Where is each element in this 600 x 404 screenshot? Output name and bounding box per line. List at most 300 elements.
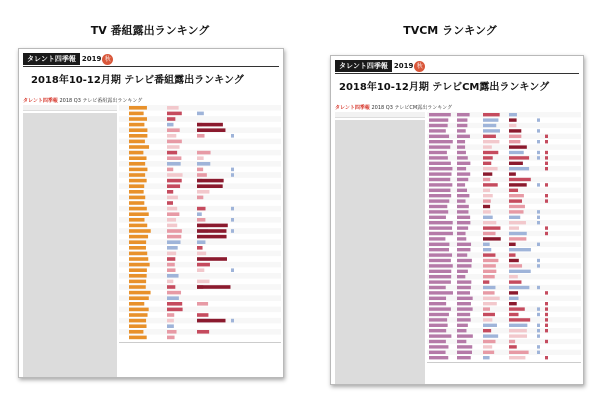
exposure-bar	[429, 270, 451, 273]
exposure-bar	[429, 226, 452, 229]
exposure-bar	[429, 253, 452, 256]
row-stripe	[427, 155, 581, 160]
exposure-bar	[429, 167, 452, 170]
exposure-bar	[129, 162, 145, 166]
exposure-bar	[457, 140, 465, 143]
exposure-bar	[129, 240, 146, 244]
exposure-bar	[457, 167, 466, 170]
metric-bar	[483, 135, 496, 138]
metric-bar	[167, 224, 177, 228]
metric-bar	[509, 275, 518, 278]
metric-bar	[509, 291, 518, 294]
metric-bar	[483, 324, 497, 327]
metric-bar	[167, 240, 181, 244]
metric-bar	[537, 307, 540, 310]
metric-bar	[509, 178, 531, 181]
exposure-bar	[129, 313, 148, 317]
brand-year: 2019	[81, 55, 102, 63]
table-rule	[427, 362, 581, 363]
metric-bar	[545, 162, 548, 165]
brand-season-badge: 秋	[102, 54, 113, 65]
metric-bar	[483, 194, 493, 197]
exposure-bar	[429, 172, 452, 175]
metric-bar	[231, 134, 234, 138]
brand-logo	[335, 60, 425, 72]
metric-bar	[537, 221, 540, 224]
metric-bar	[167, 156, 181, 160]
exposure-bar	[457, 237, 466, 240]
metric-bar	[483, 275, 495, 278]
exposure-bar	[457, 318, 471, 321]
metric-bar	[483, 302, 497, 305]
metric-bar	[545, 151, 548, 154]
exposure-bar	[457, 291, 470, 294]
caption-tvcm-ranking: TVCM ランキング	[403, 24, 497, 37]
metric-bar	[509, 351, 529, 354]
exposure-bar	[429, 113, 451, 116]
metric-bar	[167, 302, 182, 306]
exposure-bar	[129, 285, 146, 289]
metric-bar	[545, 199, 548, 202]
metric-bar	[197, 134, 205, 138]
exposure-bar	[457, 259, 472, 262]
exposure-bar	[457, 124, 467, 127]
caption-tv-ranking: TV 番組露出ランキング	[90, 24, 210, 37]
highlight-bar	[197, 285, 230, 289]
metric-bar	[483, 140, 499, 143]
exposure-bar	[429, 210, 448, 213]
metric-bar	[537, 286, 540, 289]
exposure-bar	[129, 274, 147, 278]
metric-bar	[197, 218, 205, 222]
metric-bar	[509, 248, 531, 251]
exposure-bar	[129, 280, 146, 284]
metric-bar	[537, 329, 540, 332]
highlight-bar	[197, 229, 226, 233]
metric-bar	[545, 313, 548, 316]
metric-bar	[167, 134, 176, 138]
exposure-bar	[129, 296, 149, 300]
exposure-bar	[457, 145, 465, 148]
exposure-bar	[457, 221, 470, 224]
ranking-table	[427, 112, 581, 366]
metric-bar	[537, 183, 540, 186]
metric-bar	[537, 129, 540, 132]
exposure-bar	[129, 184, 144, 188]
ranking-table	[119, 105, 281, 351]
metric-bar	[483, 253, 495, 256]
row-stripe	[427, 242, 581, 247]
exposure-bar	[429, 199, 449, 202]
row-stripe	[427, 328, 581, 333]
metric-bar	[197, 173, 207, 177]
metric-bar	[509, 167, 529, 170]
tv-ranking-document	[18, 48, 284, 378]
metric-bar	[483, 205, 490, 208]
brand-season-badge: 秋	[414, 61, 425, 72]
metric-bar	[197, 190, 209, 194]
metric-bar	[197, 156, 204, 160]
exposure-bar	[457, 183, 465, 186]
exposure-bar	[457, 302, 471, 305]
metric-bar	[231, 168, 234, 172]
metric-bar	[197, 268, 204, 272]
exposure-bar	[457, 334, 473, 337]
metric-bar	[231, 229, 234, 233]
highlight-bar	[197, 123, 223, 127]
metric-bar	[545, 340, 548, 343]
metric-bar	[509, 189, 518, 192]
exposure-bar	[129, 201, 144, 205]
tvcm-ranking-document	[330, 55, 584, 385]
metric-bar	[483, 297, 500, 300]
brand-year: 2019	[393, 62, 414, 70]
exposure-bar	[429, 232, 453, 235]
exposure-bar	[129, 156, 147, 160]
exposure-bar	[457, 210, 468, 213]
exposure-bar	[429, 307, 451, 310]
metric-bar	[483, 183, 498, 186]
metric-bar	[509, 205, 525, 208]
exposure-bar	[129, 229, 151, 233]
exposure-bar	[457, 345, 472, 348]
metric-bar	[537, 140, 540, 143]
metric-bar	[545, 356, 548, 359]
metric-bar	[167, 196, 178, 200]
highlight-bar	[197, 179, 224, 183]
metric-bar	[483, 162, 491, 165]
metric-bar	[509, 156, 529, 159]
exposure-bar	[429, 351, 446, 354]
metric-bar	[167, 319, 174, 323]
exposure-bar	[457, 113, 470, 116]
metric-bar	[483, 318, 492, 321]
metric-bar	[483, 340, 495, 343]
exposure-bar	[129, 151, 143, 155]
metric-bar	[483, 221, 496, 224]
exposure-bar	[457, 162, 470, 165]
metric-bar	[231, 218, 234, 222]
metric-bar	[545, 226, 548, 229]
metric-bar	[537, 210, 540, 213]
exposure-bar	[129, 330, 143, 334]
metric-bar	[167, 246, 178, 250]
exposure-bar	[457, 307, 473, 310]
metric-bar	[483, 232, 496, 235]
highlight-bar	[197, 235, 227, 239]
exposure-bar	[429, 345, 448, 348]
row-stripe	[427, 285, 581, 290]
metric-bar	[509, 345, 517, 348]
exposure-bar	[429, 151, 447, 154]
metric-bar	[167, 184, 180, 188]
exposure-bar	[129, 190, 144, 194]
metric-bar	[545, 329, 548, 332]
metric-bar	[197, 252, 206, 256]
metric-bar	[167, 168, 173, 172]
metric-bar	[483, 151, 498, 154]
exposure-bar	[429, 329, 446, 332]
metric-bar	[167, 218, 176, 222]
metric-bar	[509, 313, 519, 316]
metric-bar	[167, 336, 175, 340]
exposure-bar	[429, 243, 449, 246]
metric-bar	[509, 118, 517, 121]
header-rule	[335, 73, 579, 74]
metric-bar	[509, 334, 527, 337]
metric-bar	[483, 199, 491, 202]
metric-bar	[483, 243, 490, 246]
exposure-bar	[429, 237, 445, 240]
metric-bar	[483, 124, 496, 127]
metric-bar	[509, 243, 516, 246]
exposure-bar	[429, 156, 448, 159]
metric-bar	[509, 216, 520, 219]
brand-logo	[23, 53, 113, 65]
metric-bar	[509, 264, 522, 267]
row-stripe	[427, 317, 581, 322]
metric-bar	[545, 167, 548, 170]
exposure-bar	[129, 212, 149, 216]
metric-bar	[197, 313, 208, 317]
exposure-bar	[429, 324, 448, 327]
exposure-bar	[429, 129, 446, 132]
exposure-bar	[457, 232, 466, 235]
metric-bar	[197, 196, 203, 200]
exposure-bar	[429, 140, 453, 143]
metric-bar	[231, 319, 234, 323]
exposure-bar	[429, 334, 451, 337]
filter-panel-body	[23, 113, 117, 378]
metric-bar	[509, 307, 525, 310]
metric-bar	[197, 162, 210, 166]
metric-bar	[509, 145, 527, 148]
highlight-bar	[197, 128, 225, 132]
exposure-bar	[457, 270, 468, 273]
metric-bar	[545, 140, 548, 143]
metric-bar	[167, 207, 177, 211]
exposure-bar	[457, 340, 466, 343]
metric-bar	[197, 280, 210, 284]
metric-bar	[509, 302, 517, 305]
header-rule	[23, 66, 279, 67]
exposure-bar	[429, 118, 448, 121]
metric-bar	[483, 237, 501, 240]
exposure-bar	[457, 178, 468, 181]
metric-bar	[509, 194, 524, 197]
metric-bar	[509, 356, 525, 359]
highlight-bar	[197, 224, 228, 228]
metric-bar	[167, 313, 174, 317]
metric-bar	[545, 135, 548, 138]
metric-bar	[167, 117, 175, 121]
metric-bar	[167, 190, 173, 194]
exposure-bar	[429, 221, 453, 224]
highlight-bar	[197, 257, 227, 261]
metric-bar	[197, 212, 202, 216]
exposure-bar	[129, 196, 145, 200]
exposure-bar	[129, 145, 149, 149]
metric-bar	[545, 194, 548, 197]
filter-panel	[23, 105, 117, 378]
exposure-bar	[429, 302, 446, 305]
metric-bar	[537, 345, 540, 348]
row-stripe	[427, 209, 581, 214]
exposure-bar	[457, 313, 470, 316]
subtitle-text: 2018 Q3 テレビ番組露出ランキング	[59, 98, 143, 104]
exposure-bar	[129, 106, 147, 110]
metric-bar	[545, 324, 548, 327]
metric-bar	[483, 356, 490, 359]
metric-bar	[537, 156, 540, 159]
metric-bar	[483, 113, 500, 116]
metric-bar	[167, 151, 177, 155]
metric-bar	[509, 270, 531, 273]
metric-bar	[509, 135, 521, 138]
exposure-bar	[429, 291, 453, 294]
metric-bar	[509, 253, 516, 256]
metric-bar	[537, 259, 540, 262]
metric-bar	[509, 199, 522, 202]
metric-bar	[537, 324, 540, 327]
exposure-bar	[129, 263, 150, 267]
metric-bar	[483, 280, 489, 283]
metric-bar	[197, 168, 203, 172]
table-rule	[119, 342, 281, 343]
metric-bar	[509, 226, 519, 229]
metric-bar	[509, 151, 524, 154]
metric-bar	[231, 173, 234, 177]
metric-bar	[167, 235, 181, 239]
row-stripe	[427, 134, 581, 139]
metric-bar	[545, 307, 548, 310]
metric-bar	[167, 257, 175, 261]
metric-bar	[483, 351, 494, 354]
metric-bar	[483, 334, 498, 337]
filter-panel-body	[335, 120, 425, 385]
metric-bar	[509, 221, 526, 224]
metric-bar	[167, 140, 182, 144]
metric-bar	[483, 129, 500, 132]
exposure-bar	[457, 151, 466, 154]
metric-bar	[167, 212, 179, 216]
metric-bar	[483, 259, 498, 262]
metric-bar	[483, 270, 496, 273]
metric-bar	[509, 324, 527, 327]
metric-bar	[167, 280, 173, 284]
exposure-bar	[457, 280, 471, 283]
metric-bar	[483, 118, 498, 121]
metric-bar	[167, 324, 174, 328]
metric-bar	[509, 286, 529, 289]
metric-bar	[483, 264, 496, 267]
exposure-bar	[457, 216, 470, 219]
row-stripe	[427, 339, 581, 344]
exposure-bar	[457, 324, 468, 327]
exposure-bar	[457, 194, 469, 197]
metric-bar	[167, 296, 179, 300]
metric-bar	[509, 297, 519, 300]
metric-bar	[537, 216, 540, 219]
metric-bar	[483, 286, 495, 289]
highlight-bar	[197, 319, 225, 323]
exposure-bar	[457, 248, 470, 251]
metric-bar	[483, 216, 493, 219]
metric-bar	[537, 264, 540, 267]
exposure-bar	[429, 145, 450, 148]
metric-bar	[537, 313, 540, 316]
exposure-bar	[429, 313, 449, 316]
metric-bar	[483, 178, 490, 181]
exposure-bar	[429, 194, 451, 197]
metric-bar	[483, 313, 495, 316]
subtitle-brand: タレント四季報	[335, 105, 370, 111]
exposure-bar	[457, 264, 471, 267]
exposure-bar	[457, 189, 467, 192]
exposure-bar	[429, 297, 446, 300]
exposure-bar	[457, 156, 468, 159]
document-subtitle	[335, 104, 452, 111]
exposure-bar	[429, 124, 448, 127]
metric-bar	[545, 318, 548, 321]
exposure-bar	[429, 216, 446, 219]
exposure-bar	[457, 329, 466, 332]
metric-bar	[197, 112, 204, 116]
exposure-bar	[429, 162, 451, 165]
metric-bar	[509, 183, 527, 186]
subtitle-brand: タレント四季報	[23, 98, 58, 104]
metric-bar	[197, 207, 206, 211]
metric-bar	[483, 248, 491, 251]
metric-bar	[167, 252, 176, 256]
brand-name: タレント四季報	[23, 53, 80, 65]
exposure-bar	[457, 199, 466, 202]
document-title: 2018年10-12月期 テレビCM露出ランキング	[339, 82, 550, 93]
metric-bar	[509, 162, 523, 165]
metric-bar	[167, 330, 177, 334]
metric-bar	[545, 232, 548, 235]
exposure-bar	[129, 235, 148, 239]
metric-bar	[167, 229, 182, 233]
filter-panel-header	[335, 112, 425, 118]
metric-bar	[483, 156, 493, 159]
exposure-bar	[429, 356, 448, 359]
metric-bar	[167, 201, 173, 205]
metric-bar	[167, 112, 182, 116]
metric-bar	[537, 334, 540, 337]
metric-bar	[509, 113, 517, 116]
metric-bar	[509, 210, 524, 213]
exposure-bar	[429, 205, 447, 208]
row-stripe	[427, 296, 581, 301]
metric-bar	[483, 210, 491, 213]
metric-bar	[483, 167, 498, 170]
metric-bar	[167, 308, 183, 312]
exposure-bar	[129, 207, 147, 211]
exposure-bar	[129, 246, 146, 250]
exposure-bar	[457, 351, 472, 354]
metric-bar	[509, 318, 530, 321]
metric-bar	[509, 129, 521, 132]
exposure-bar	[429, 189, 450, 192]
exposure-bar	[457, 297, 473, 300]
exposure-bar	[429, 183, 452, 186]
exposure-bar	[129, 123, 144, 127]
metric-bar	[167, 291, 181, 295]
exposure-bar	[429, 286, 446, 289]
exposure-bar	[129, 336, 147, 340]
row-stripe	[427, 350, 581, 355]
